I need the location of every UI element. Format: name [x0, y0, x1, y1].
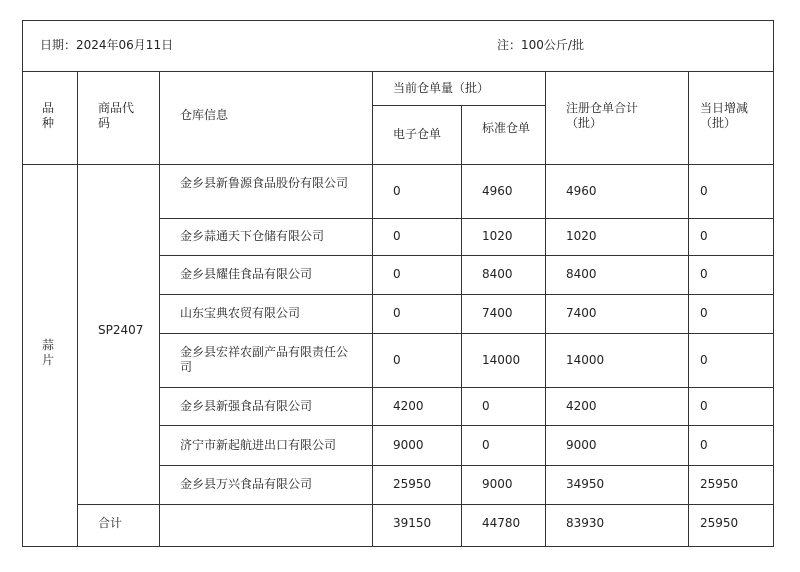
- table-row-5-total: 14000: [566, 353, 605, 367]
- table-row-7-total: 9000: [566, 438, 597, 452]
- col-header-variety: 品种: [42, 101, 55, 130]
- divider: [77, 504, 774, 505]
- col-header-current-group: 当前仓单量（批）: [393, 81, 490, 95]
- table-row-7-change: 0: [700, 438, 708, 452]
- table-row-3-electronic: 0: [393, 267, 401, 281]
- table-row-5-standard: 14000: [482, 353, 521, 367]
- table-row-7-electronic: 9000: [393, 438, 424, 452]
- summary-change: 25950: [700, 516, 739, 530]
- table-row-8-change: 25950: [700, 477, 739, 491]
- summary-standard: 44780: [482, 516, 521, 530]
- table-row-3-change: 0: [700, 267, 708, 281]
- divider: [22, 71, 774, 72]
- summary-total: 83930: [566, 516, 605, 530]
- table-row-4-total: 7400: [566, 306, 597, 320]
- table-row-1-warehouse: 金乡县新鲁源食品股份有限公司: [180, 176, 349, 190]
- col-header-registered-total: 注册仓单合计（批）: [566, 101, 639, 130]
- table-row-2-standard: 1020: [482, 229, 513, 243]
- summary-electronic: 39150: [393, 516, 432, 530]
- col-header-standard: 标准仓单: [482, 121, 531, 135]
- divider: [159, 387, 774, 388]
- table-row-2-electronic: 0: [393, 229, 401, 243]
- table-row-8-total: 34950: [566, 477, 605, 491]
- warehouse-receipt-table: [22, 20, 774, 547]
- table-row-6-total: 4200: [566, 399, 597, 413]
- divider: [461, 105, 462, 547]
- summary-label: 合计: [98, 516, 123, 530]
- table-row-7-standard: 0: [482, 438, 490, 452]
- table-row-2-warehouse: 金乡蒜通天下仓储有限公司: [180, 229, 325, 243]
- code-value: SP2407: [98, 323, 144, 337]
- table-row-3-standard: 8400: [482, 267, 513, 281]
- table-row-6-electronic: 4200: [393, 399, 424, 413]
- divider: [372, 105, 545, 106]
- table-row-4-warehouse: 山东宝典农贸有限公司: [180, 306, 301, 320]
- table-row-1-change: 0: [700, 184, 708, 198]
- col-header-code: 商品代码: [98, 101, 135, 130]
- table-row-3-warehouse: 金乡县耀佳食品有限公司: [180, 267, 313, 281]
- table-row-2-change: 0: [700, 229, 708, 243]
- col-header-daily-change: 当日增减（批）: [700, 101, 749, 130]
- table-row-8-standard: 9000: [482, 477, 513, 491]
- unit-note: 注：100公斤/批: [497, 38, 584, 52]
- divider: [77, 71, 78, 547]
- col-header-warehouse: 仓库信息: [180, 108, 229, 122]
- table-row-4-electronic: 0: [393, 306, 401, 320]
- table-row-8-warehouse: 金乡县万兴食品有限公司: [180, 477, 313, 491]
- table-row-6-change: 0: [700, 399, 708, 413]
- divider: [688, 71, 689, 547]
- table-row-5-warehouse: 金乡县宏祥农副产品有限责任公司: [180, 345, 349, 374]
- divider: [545, 71, 546, 547]
- table-row-1-electronic: 0: [393, 184, 401, 198]
- table-row-3-total: 8400: [566, 267, 597, 281]
- table-row-2-total: 1020: [566, 229, 597, 243]
- table-row-4-standard: 7400: [482, 306, 513, 320]
- table-row-1-total: 4960: [566, 184, 597, 198]
- col-header-electronic: 电子仓单: [393, 127, 442, 141]
- table-row-7-warehouse: 济宁市新起航进出口有限公司: [180, 438, 337, 452]
- divider: [159, 255, 774, 256]
- table-row-4-change: 0: [700, 306, 708, 320]
- table-row-8-electronic: 25950: [393, 477, 432, 491]
- divider: [372, 71, 373, 547]
- table-row-1-standard: 4960: [482, 184, 513, 198]
- divider: [159, 333, 774, 334]
- divider: [159, 294, 774, 295]
- divider: [159, 71, 160, 547]
- table-row-6-warehouse: 金乡县新强食品有限公司: [180, 399, 313, 413]
- divider: [159, 218, 774, 219]
- divider: [159, 425, 774, 426]
- divider: [22, 164, 774, 165]
- variety-value: 蒜片: [42, 338, 55, 367]
- table-row-5-electronic: 0: [393, 353, 401, 367]
- table-row-6-standard: 0: [482, 399, 490, 413]
- divider: [159, 465, 774, 466]
- table-row-5-change: 0: [700, 353, 708, 367]
- report-date: 日期：2024年06月11日: [40, 38, 174, 52]
